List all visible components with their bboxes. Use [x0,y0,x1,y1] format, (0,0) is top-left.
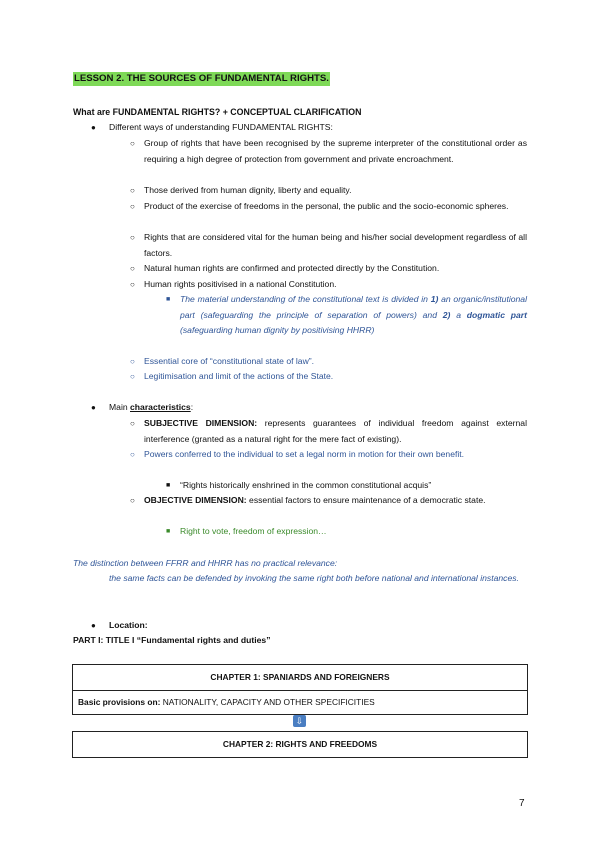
bullet-circle-icon: ○ [130,372,135,381]
list-item-acquis: ■ “Rights historically enshrined in the common constitutional acquis” [166,478,431,494]
bullet-circle-icon: ○ [130,450,135,459]
bullet-square-icon: ■ [166,296,171,303]
bullet-circle-icon: ○ [130,264,135,273]
section-heading-fundamental-rights: What are FUNDAMENTAL RIGHTS? + CONCEPTUAL CLARIFICATION [73,107,362,117]
list-item: ○ Group of rights that have been recognised by the supreme interpreter of the constitutional order as requiring a high degree of protection from government and private encroachment. [130,138,527,164]
chapter-1-box: CHAPTER 1: SPANIARDS AND FOREIGNERS [72,664,528,691]
list-item-blue: ○ Legitimisation and limit of the actions of the State. [130,369,333,385]
list-item-green: ■ Right to vote, freedom of expression… [166,524,327,540]
list-item: ○ Those derived from human dignity, liberty and equality. [130,183,527,199]
bullet-circle-icon: ○ [130,139,135,148]
lesson-title: LESSON 2. THE SOURCES OF FUNDAMENTAL RIGHTS. [74,73,329,84]
bullet-circle-icon: ○ [130,496,135,505]
basic-provisions-box: Basic provisions on: NATIONALITY, CAPACITY AND OTHER SPECIFICITIES [72,690,528,715]
list-item: ○ Natural human rights are confirmed and protected directly by the Constitution. [130,261,527,277]
list-item-location: ● Location: [91,618,148,634]
arrow-down-icon: ⇩ [293,715,306,727]
bullet-circle-icon: ○ [130,233,135,242]
list-item-blue: ○ Essential core of “constitutional state of law”. [130,354,314,370]
list-item: ○ Human rights positivised in a national Constitution. [130,277,527,293]
list-item-characteristics: ● Main characteristics: [91,400,193,416]
list-item-objective: ○ OBJECTIVE DIMENSION: essential factors to ensure maintenance of a democratic state. [130,493,527,509]
page-number: 7 [519,798,525,809]
sub-note: ■ The material understanding of the constitutional text is divided in 1) an organic/institutional part (safeguarding the principle of separation of powers) and 2) a dogmatic part (safeguarding human dignity by positivising HHRR) [166,294,527,335]
bullet-dot-icon: ● [91,621,96,630]
list-item-subjective: ○ SUBJECTIVE DIMENSION: represents guarantees of individual freedom against external interference (granted as a natural right for the mere fact of existing). [130,418,527,444]
list-item-ways: ● Different ways of understanding FUNDAMENTAL RIGHTS: [91,120,333,136]
bullet-dot-icon: ● [91,123,96,132]
bullet-circle-icon: ○ [130,202,135,211]
chapter-2-box: CHAPTER 2: RIGHTS AND FREEDOMS [72,731,528,758]
bullet-circle-icon: ○ [130,419,135,428]
bullet-dot-icon: ● [91,403,96,412]
distinction-line: The distinction between FFRR and HHRR has no practical relevance: [73,558,338,568]
bullet-circle-icon: ○ [130,357,135,366]
bullet-circle-icon: ○ [130,186,135,195]
list-item: ○ Rights that are considered vital for the human being and his/her social development regardless of all factors. [130,232,527,258]
list-item-powers: ○ Powers conferred to the individual to set a legal norm in motion for their own benefit. [130,447,527,463]
distinction-detail: the same facts can be defended by invoking the same right both before national and international instances. [109,573,519,583]
list-item: ○ Product of the exercise of freedoms in the personal, the public and the socio-economic spheres. [130,199,527,215]
location-part: PART I: TITLE I “Fundamental rights and duties” [73,635,271,645]
bullet-circle-icon: ○ [130,280,135,289]
bullet-square-icon: ■ [166,482,171,489]
bullet-square-icon: ■ [166,528,171,535]
